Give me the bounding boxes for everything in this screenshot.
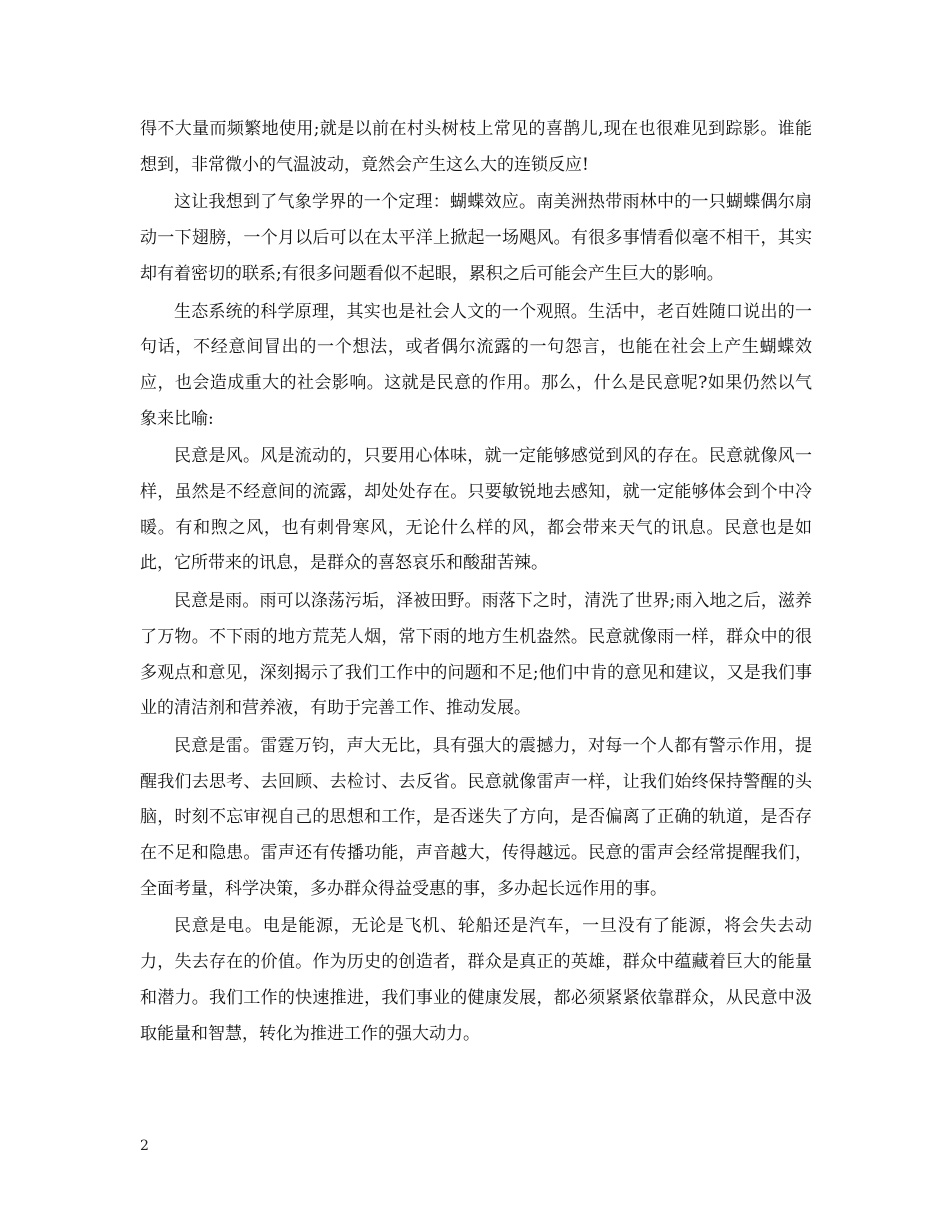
paragraph-6: 民意是雷。雷霆万钧，声大无比，具有强大的震撼力，对每一个人都有警示作用，提醒我们去思考、去回顾、去检讨、去反省。民意就像雷声一样，让我们始终保持警醒的头脑，时刻不忘审视自己的思想和工作，是否迷失了方向，是否偏离了正确的轨道，是否存在不足和隐患。雷声还有传播功能，声音越大，传得越远。民意的雷声会经常提醒我们，全面考量，科学决策，多办群众得益受惠的事，多办起长远作用的事。 (140, 735, 812, 899)
paragraph-7: 民意是电。电是能源，无论是飞机、轮船还是汽车，一旦没有了能源，将会失去动力，失去存在的价值。作为历史的创造者，群众是真正的英雄，群众中蕴藏着巨大的能量和潜力。我们工作的快速推进，我们事业的健康发展，都必须紧紧依靠群众，从民意中汲取能量和智慧，转化为推进工作的强大动力。 (140, 916, 812, 1044)
paragraph-5: 民意是雨。雨可以涤荡污垢，泽被田野。雨落下之时，清洗了世界;雨入地之后，滋养了万物。不下雨的地方荒芜人烟，常下雨的地方生机盎然。民意就像雨一样，群众中的很多观点和意见，深刻揭示了我们工作中的问题和不足;他们中肯的意见和建议，又是我们事业的清洁剂和营养液，有助于完善工作、推动发展。 (140, 591, 812, 719)
paragraph-1: 得不大量而频繁地使用;就是以前在村头树枝上常见的喜鹊儿,现在也很难见到踪影。谁能想到，非常微小的气温波动，竟然会产生这么大的连锁反应! (140, 119, 812, 175)
paragraph-4: 民意是风。风是流动的，只要用心体味，就一定能够感觉到风的存在。民意就像风一样，虽然是不经意间的流露，却处处存在。只要敏锐地去感知，就一定能够体会到个中冷暖。有和煦之风，也有刺骨寒风，无论什么样的风，都会带来天气的讯息。民意也是如此，它所带来的讯息，是群众的喜怒哀乐和酸甜苦辣。 (140, 446, 812, 574)
paragraph-3: 生态系统的科学原理，其实也是社会人文的一个观照。生活中，老百姓随口说出的一句话，不经意间冒出的一个想法，或者偶尔流露的一句怨言，也能在社会上产生蝴蝶效应，也会造成重大的社会影响。这就是民意的作用。那么，什么是民意呢?如果仍然以气象来比喻: (140, 301, 812, 429)
document-body (140, 112, 812, 1054)
paragraph-2: 这让我想到了气象学界的一个定理：蝴蝶效应。南美洲热带雨林中的一只蝴蝶偶尔扇动一下翅膀，一个月以后可以在太平洋上掀起一场飓风。有很多事情看似毫不相干，其实却有着密切的联系;有很多问题看似不起眼，累积之后可能会产生巨大的影响。 (140, 192, 812, 284)
page-number: 2 (140, 1138, 149, 1154)
